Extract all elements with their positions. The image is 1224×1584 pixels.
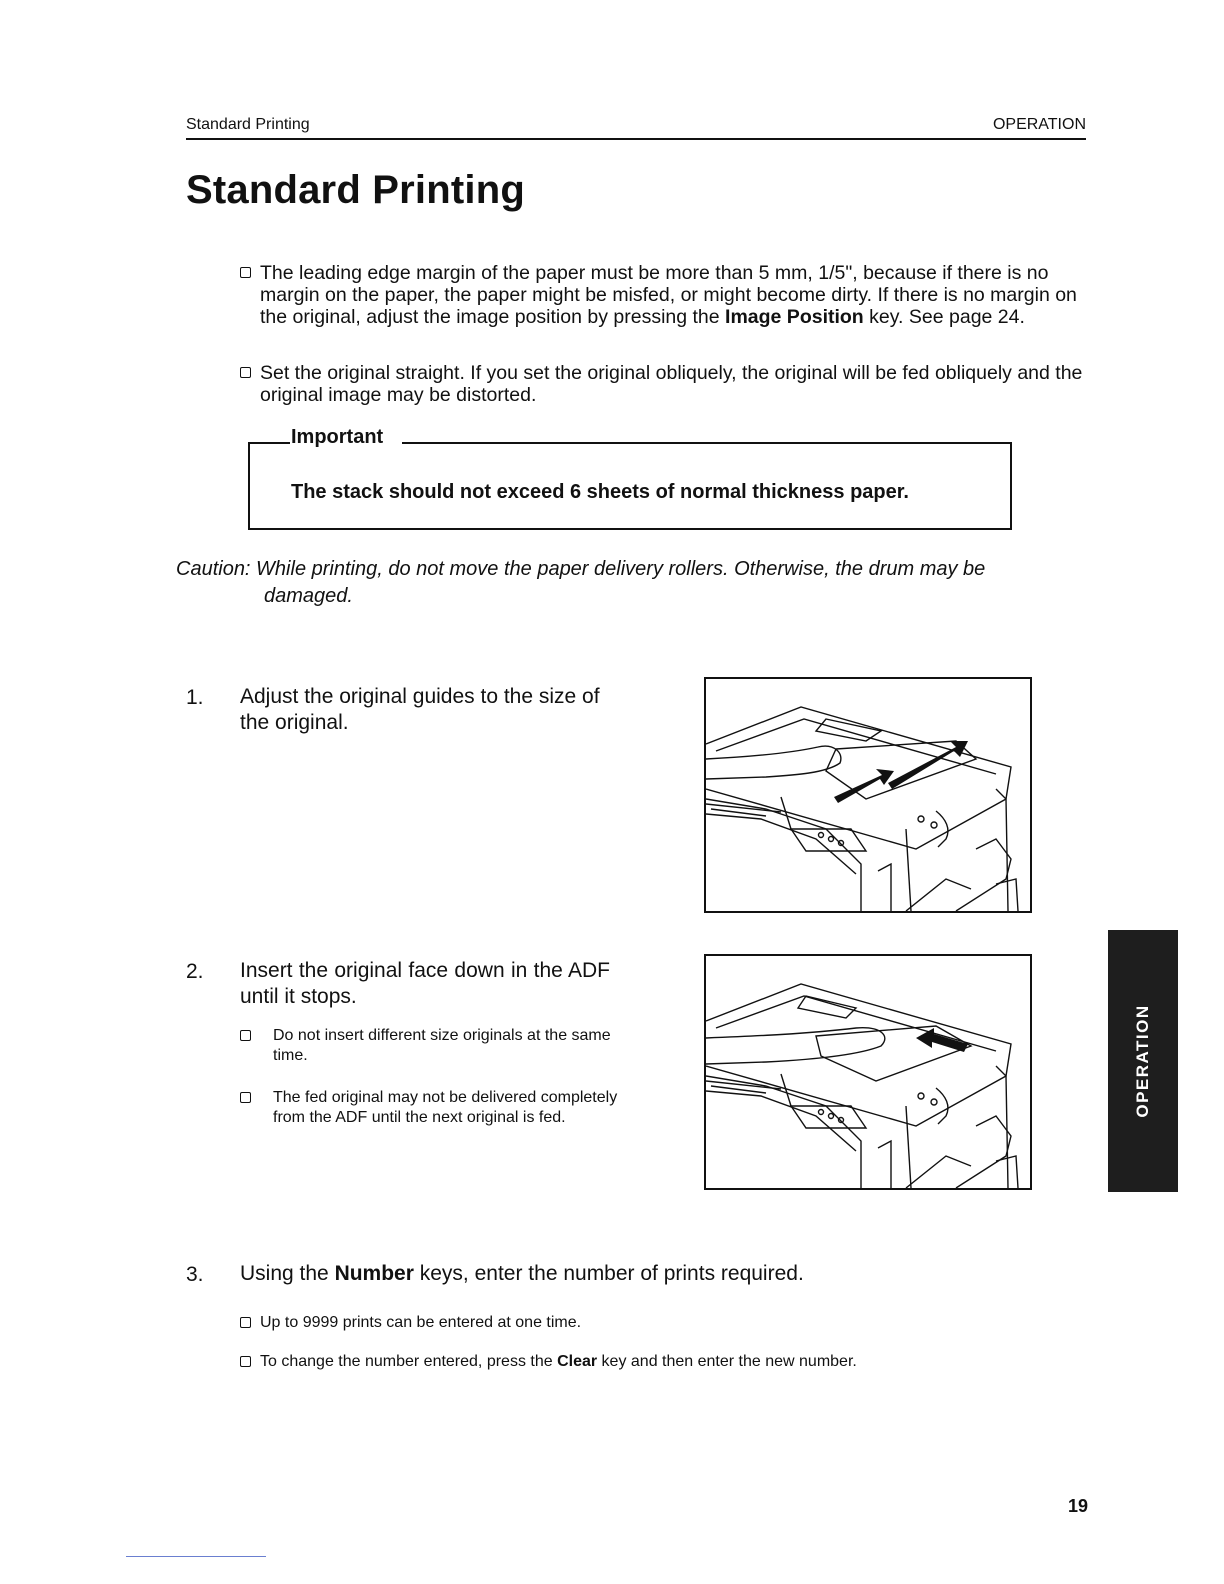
step-3-note-clear-key: To change the number entered, press the Clear key and then enter the new number.	[240, 1352, 1060, 1372]
checkbox-bullet-icon	[240, 1092, 251, 1103]
header-section-title: Standard Printing	[186, 116, 310, 133]
step-number: 1.	[186, 686, 204, 709]
figure-adjust-guides	[704, 677, 1032, 913]
important-label: Important	[291, 426, 384, 448]
step-text: Insert the original face down in the ADF until it stops.	[240, 959, 610, 1008]
step-number: 2.	[186, 960, 204, 983]
step-text: Adjust the original guides to the size of the original.	[240, 685, 600, 734]
step-2-note-different-sizes: Do not insert different size originals at the same time.	[240, 1026, 620, 1066]
checkbox-bullet-icon	[240, 367, 251, 378]
note-set-original-straight	[240, 362, 1090, 406]
checkbox-bullet-icon	[240, 1030, 251, 1041]
note-text: The leading edge margin of the paper must be more than 5 mm, 1/5", because if there is no margin on the paper, the paper might be misfed, or might become dirty. If there is no margin on the original, adjust the image position by pressing the Image Position key. See page 24.	[260, 262, 1077, 328]
figure-insert-original	[704, 954, 1032, 1190]
step-number: 3.	[186, 1263, 204, 1286]
note-text: Set the original straight. If you set the original obliquely, the original will be fed obliquely and the original image may be distorted.	[260, 362, 1083, 406]
running-header	[186, 116, 1086, 140]
chapter-side-tab	[1108, 930, 1178, 1192]
side-tab-label: OPERATION	[1133, 1004, 1152, 1118]
step-3-note-max-prints: Up to 9999 prints can be entered at one time.	[240, 1313, 1060, 1333]
step-text: Using the Number keys, enter the number of prints required.	[240, 1262, 804, 1285]
copier-insert-original-illustration	[706, 956, 1030, 1188]
checkbox-bullet-icon	[240, 1356, 251, 1367]
page-number: 19	[1068, 1496, 1089, 1516]
important-text: The stack should not exceed 6 sheets of normal thickness paper.	[291, 481, 909, 503]
checkbox-bullet-icon	[240, 267, 251, 278]
header-chapter-title: OPERATION	[992, 116, 1086, 133]
note-leading-edge-margin	[240, 262, 1090, 328]
bottom-rule	[126, 1556, 266, 1557]
copier-adjust-guides-illustration	[706, 679, 1030, 911]
page-title: Standard Printing	[186, 168, 525, 212]
step-2-note-fed-original: The fed original may not be delivered completely from the ADF until the next original is fed.	[240, 1088, 620, 1128]
checkbox-bullet-icon	[240, 1317, 251, 1328]
caution-text: Caution: While printing, do not move the paper delivery rollers. Otherwise, the drum may be damaged.	[176, 558, 986, 607]
